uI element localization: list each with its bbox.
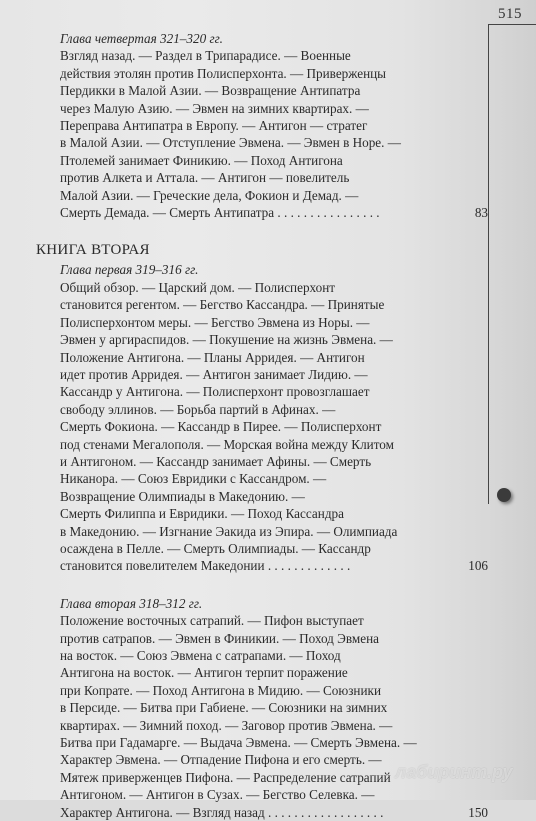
- chapter-2-title: Глава вторая 318–312 гг.: [60, 595, 203, 611]
- chapter-1-line: идет против Арридея. — Антигон занимает Лидию. —: [60, 366, 368, 382]
- chapter-4-summary: [60, 47, 488, 204]
- margin-rule: [488, 24, 489, 504]
- chapter-4-line: Птолемей занимает Финикию. — Поход Антигона: [60, 152, 343, 168]
- chapter-4-page: 83: [474, 205, 488, 221]
- chapter-1-line: Эвмен у аргираспидов. — Покушение на жизнь Эвмена. —: [60, 332, 393, 348]
- chapter-1-line: свободу эллинов. — Борьба партий в Афинах. —: [60, 401, 336, 417]
- chapter-2-line: квартирах. — Зимний поход. — Заговор против Эвмена. —: [60, 717, 393, 733]
- table-of-contents: [36, 30, 488, 821]
- chapter-4-line: Малой Азии. — Греческие дела, Фокион и Демад. —: [60, 187, 359, 203]
- book-title: КНИГА ВТОРАЯ: [36, 242, 150, 259]
- chapter-2-line: Битва при Гадамарге. — Выдача Эвмена. — Смерть Эвмена. —: [60, 735, 417, 751]
- chapter-1-line: Полисперхонтом меры. — Бегство Эвмена из Норы. —: [60, 314, 370, 330]
- chapter-1-last-line: становится повелителем Македонии . . . . . . . . . . . . . 106: [60, 558, 488, 574]
- chapter-4-last-line: Смерть Демада. — Смерть Антипатра . . . . . . . . . . . . . . . . 83: [60, 205, 488, 221]
- chapter-1-line: осаждена в Пелле. — Смерть Олимпиады. — Кассандр: [60, 540, 371, 556]
- chapter-2-line: Характер Эвмена. — Отпадение Пифона и его смерть. —: [60, 752, 382, 768]
- chapter-2-last-line: Характер Антигона. — Взгляд назад . . . . . . . . . . . . . . . . . . 150: [60, 804, 488, 820]
- chapter-1-line: в Македонию. — Изгнание Эакида из Эпира. — Олимпиада: [60, 523, 398, 539]
- chapter-2-line: на восток. — Союз Эвмена с сатрапами. — Поход: [60, 648, 341, 663]
- chapter-1-line: Общий обзор. — Царский дом. — Полисперхонт: [60, 279, 336, 295]
- chapter-1-line: Никанора. — Союз Евридики с Кассандром. —: [60, 471, 327, 487]
- chapter-1-line: Кассандр у Антигона. — Полисперхонт провозглашает: [60, 384, 370, 400]
- chapter-2-line: против сатрапов. — Эвмен в Финикии. — Поход Эвмена: [60, 630, 379, 646]
- chapter-1-line: Смерть Филиппа и Евридики. — Поход Кассандра: [60, 506, 344, 522]
- chapter-1-title: Глава первая 319–316 гг.: [60, 262, 199, 278]
- watermark: лабиринт.ру: [395, 762, 513, 782]
- chapter-2-line: Антигоном. — Антигон в Сузах. — Бегство Селевка. —: [60, 787, 375, 803]
- chapter-1-line: под стенами Мегалополя. — Морская война между Клитом: [60, 436, 394, 452]
- chapter-1-line: становится регентом. — Бегство Кассандра. — Принятые: [60, 297, 385, 313]
- page-number: 515: [498, 6, 522, 22]
- chapter-2-line: Мятеж приверженцев Пифона. — Распределение сатрапий: [60, 769, 391, 785]
- chapter-2-page: 150: [468, 804, 488, 820]
- chapter-4-line: Взгляд назад. — Раздел в Трипарадисе. — Военные: [60, 48, 351, 64]
- page-edge-mark: [497, 488, 511, 502]
- chapter-4-line: в Малой Азии. — Отступление Эвмена. — Эвмен в Норе. —: [60, 135, 401, 151]
- chapter-2-line: Положение восточных сатрапий. — Пифон выступает: [60, 613, 364, 629]
- chapter-1-line: Смерть Фокиона. — Кассандр в Пирее. — Полисперхонт: [60, 419, 382, 435]
- chapter-2-line: Антигона на восток. — Антигон терпит поражение: [60, 665, 348, 681]
- chapter-1-page: 106: [468, 558, 488, 574]
- chapter-4-line: Пердикки в Малой Азии. — Возвращение Антипатра: [60, 83, 361, 99]
- chapter-2-line: в Персиде. — Битва при Габиене. — Союзники на зимних: [60, 700, 388, 716]
- chapter-4-line: против Алкета и Аттала. — Антигон — повелитель: [60, 170, 350, 186]
- chapter-4-line: действия этолян против Полисперхонта. — Приверженцы: [60, 65, 387, 81]
- chapter-4-last-text: Смерть Демада. — Смерть Антипатра: [60, 205, 275, 221]
- header-rule: [488, 24, 536, 25]
- chapter-2-last-text: Характер Антигона. — Взгляд назад: [60, 804, 265, 820]
- chapter-1-summary: [60, 279, 488, 558]
- chapter-2-line: при Копрате. — Поход Антигона в Мидию. — Союзники: [60, 682, 382, 698]
- chapter-4-line: Переправа Антипатра в Европу. — Антигон — стратег: [60, 118, 368, 134]
- chapter-1-line: и Антигоном. — Кассандр занимает Афины. — Смерть: [60, 453, 372, 469]
- chapter-1-line: Положение Антигона. — Планы Арридея. — Антигон: [60, 349, 365, 365]
- chapter-4-line: через Малую Азию. — Эвмен на зимних квартирах. —: [60, 100, 369, 116]
- chapter-4-title: Глава четвертая 321–320 гг.: [60, 31, 223, 46]
- chapter-1-last-text: становится повелителем Македонии: [60, 558, 265, 574]
- chapter-1-line: Возвращение Олимпиады в Македонию. —: [60, 488, 305, 504]
